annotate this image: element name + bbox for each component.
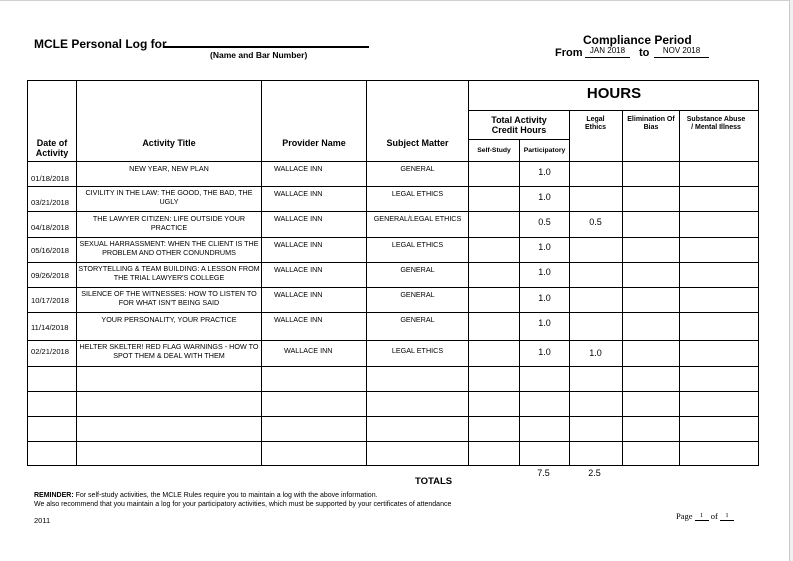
row-subject: GENERAL [400, 291, 435, 299]
to-label: to [639, 47, 650, 59]
total-participatory: 7.5 [537, 468, 550, 478]
row-subject: GENERAL [400, 316, 435, 324]
page-number [676, 511, 734, 521]
row-date: 02/21/2018 [31, 347, 70, 356]
row-provider: WALLACE INN [284, 347, 333, 355]
row-subject: GENERAL [400, 266, 435, 274]
row-subject: LEGAL ETHICS [391, 347, 444, 355]
row-legal-ethics: 1.0 [589, 348, 602, 358]
compliance-title: Compliance Period [583, 33, 692, 47]
grid-line [468, 110, 758, 111]
grid-line [28, 441, 758, 442]
col-subject-header: Subject Matter [386, 138, 449, 148]
row-participatory: 1.0 [538, 192, 551, 202]
name-line [163, 46, 369, 48]
row-subject: LEGAL ETHICS [391, 241, 444, 249]
col-substance-header: Substance Abuse / Mental Illness [686, 116, 746, 132]
reminder-line-2: We also recommend that you maintain a log for your participatory activities, which must be supported by your certificates of attendance [34, 501, 452, 509]
from-label: From [555, 47, 583, 59]
col-total-header: Total Activity Credit Hours [491, 115, 547, 136]
row-provider: WALLACE INN [274, 241, 323, 249]
row-provider: WALLACE INN [274, 266, 323, 274]
total-legal-ethics: 2.5 [588, 468, 601, 478]
of-label: of [710, 511, 718, 521]
col-legal-ethics-header: Legal Ethics [584, 116, 606, 132]
grid-line [28, 161, 758, 162]
row-date: 05/16/2018 [31, 246, 70, 255]
row-provider: WALLACE INN [274, 291, 323, 299]
row-participatory: 1.0 [538, 318, 551, 328]
form-title: MCLE Personal Log for [34, 37, 167, 51]
row-date: 04/18/2018 [31, 223, 70, 232]
row-date: 01/18/2018 [31, 174, 70, 183]
row-activity-title: CIVILITY IN THE LAW: THE GOOD, THE BAD, THE UGLY [85, 189, 253, 206]
col-date-header: Date of Activity [35, 138, 69, 159]
row-activity-title: YOUR PERSONALITY, YOUR PRACTICE [101, 316, 237, 324]
row-subject: GENERAL/LEGAL ETHICS [373, 215, 462, 223]
hours-title: HOURS [586, 85, 642, 102]
row-provider: WALLACE INN [274, 190, 323, 198]
row-date: 10/17/2018 [31, 296, 70, 305]
grid-line [28, 340, 758, 341]
row-participatory: 1.0 [538, 242, 551, 252]
reminder-note [34, 491, 451, 510]
row-participatory: 1.0 [538, 267, 551, 277]
col-participatory-header: Participatory [523, 147, 566, 154]
row-participatory: 1.0 [538, 167, 551, 177]
col-provider-header: Provider Name [282, 138, 346, 148]
row-activity-title: THE LAWYER CITIZEN: LIFE OUTSIDE YOUR PRACTICE [92, 215, 246, 232]
col-self-study-header: Self-Study [477, 147, 511, 154]
row-legal-ethics: 0.5 [589, 217, 602, 227]
grid-line [28, 211, 758, 212]
name-hint: (Name and Bar Number) [210, 50, 308, 60]
to-value: NOV 2018 [654, 46, 709, 58]
row-activity-title: HELTER SKELTER! RED FLAG WARNINGS - HOW TO SPOT THEM & DEAL WITH THEM [79, 343, 259, 360]
log-table [27, 80, 759, 466]
row-activity-title: NEW YEAR, NEW PLAN [129, 165, 209, 173]
grid-line [28, 416, 758, 417]
col-bias-header: Elimination Of Bias [627, 116, 675, 132]
row-provider: WALLACE INN [274, 165, 323, 173]
grid-line [28, 287, 758, 288]
grid-line [28, 237, 758, 238]
row-date: 03/21/2018 [31, 198, 70, 207]
page-current: 1 [695, 512, 709, 521]
grid-line [28, 391, 758, 392]
form-year: 2011 [34, 516, 51, 525]
totals-label: TOTALS [415, 476, 453, 487]
row-participatory: 1.0 [538, 347, 551, 357]
row-date: 11/14/2018 [31, 323, 69, 332]
col-activity-header: Activity Title [142, 138, 196, 148]
page-total: 1 [720, 512, 734, 521]
row-activity-title: STORYTELLING & TEAM BUILDING: A LESSON FROM THE TRIAL LAWYER'S COLLEGE [78, 265, 260, 282]
grid-line [28, 366, 758, 367]
row-subject: GENERAL [400, 165, 435, 173]
grid-line [28, 312, 758, 313]
row-subject: LEGAL ETHICS [391, 190, 444, 198]
row-date: 09/26/2018 [31, 271, 70, 280]
row-provider: WALLACE INN [274, 215, 323, 223]
reminder-text: For self-study activities, the MCLE Rules require you to maintain a log with the above information. [73, 492, 378, 499]
grid-line [468, 139, 569, 140]
row-participatory: 1.0 [538, 293, 551, 303]
row-participatory: 0.5 [538, 217, 551, 227]
page-label: Page [676, 511, 693, 521]
row-activity-title: SILENCE OF THE WITNESSES: HOW TO LISTEN TO FOR WHAT ISN'T BEING SAID [81, 290, 257, 307]
grid-line [28, 186, 758, 187]
from-value: JAN 2018 [585, 46, 630, 58]
row-provider: WALLACE INN [274, 316, 323, 324]
reminder-label: REMINDER: [34, 492, 74, 499]
grid-line [28, 262, 758, 263]
row-activity-title: SEXUAL HARRASSMENT: WHEN THE CLIENT IS THE PROBLEM AND OTHER CONUNDRUMS [79, 240, 259, 257]
